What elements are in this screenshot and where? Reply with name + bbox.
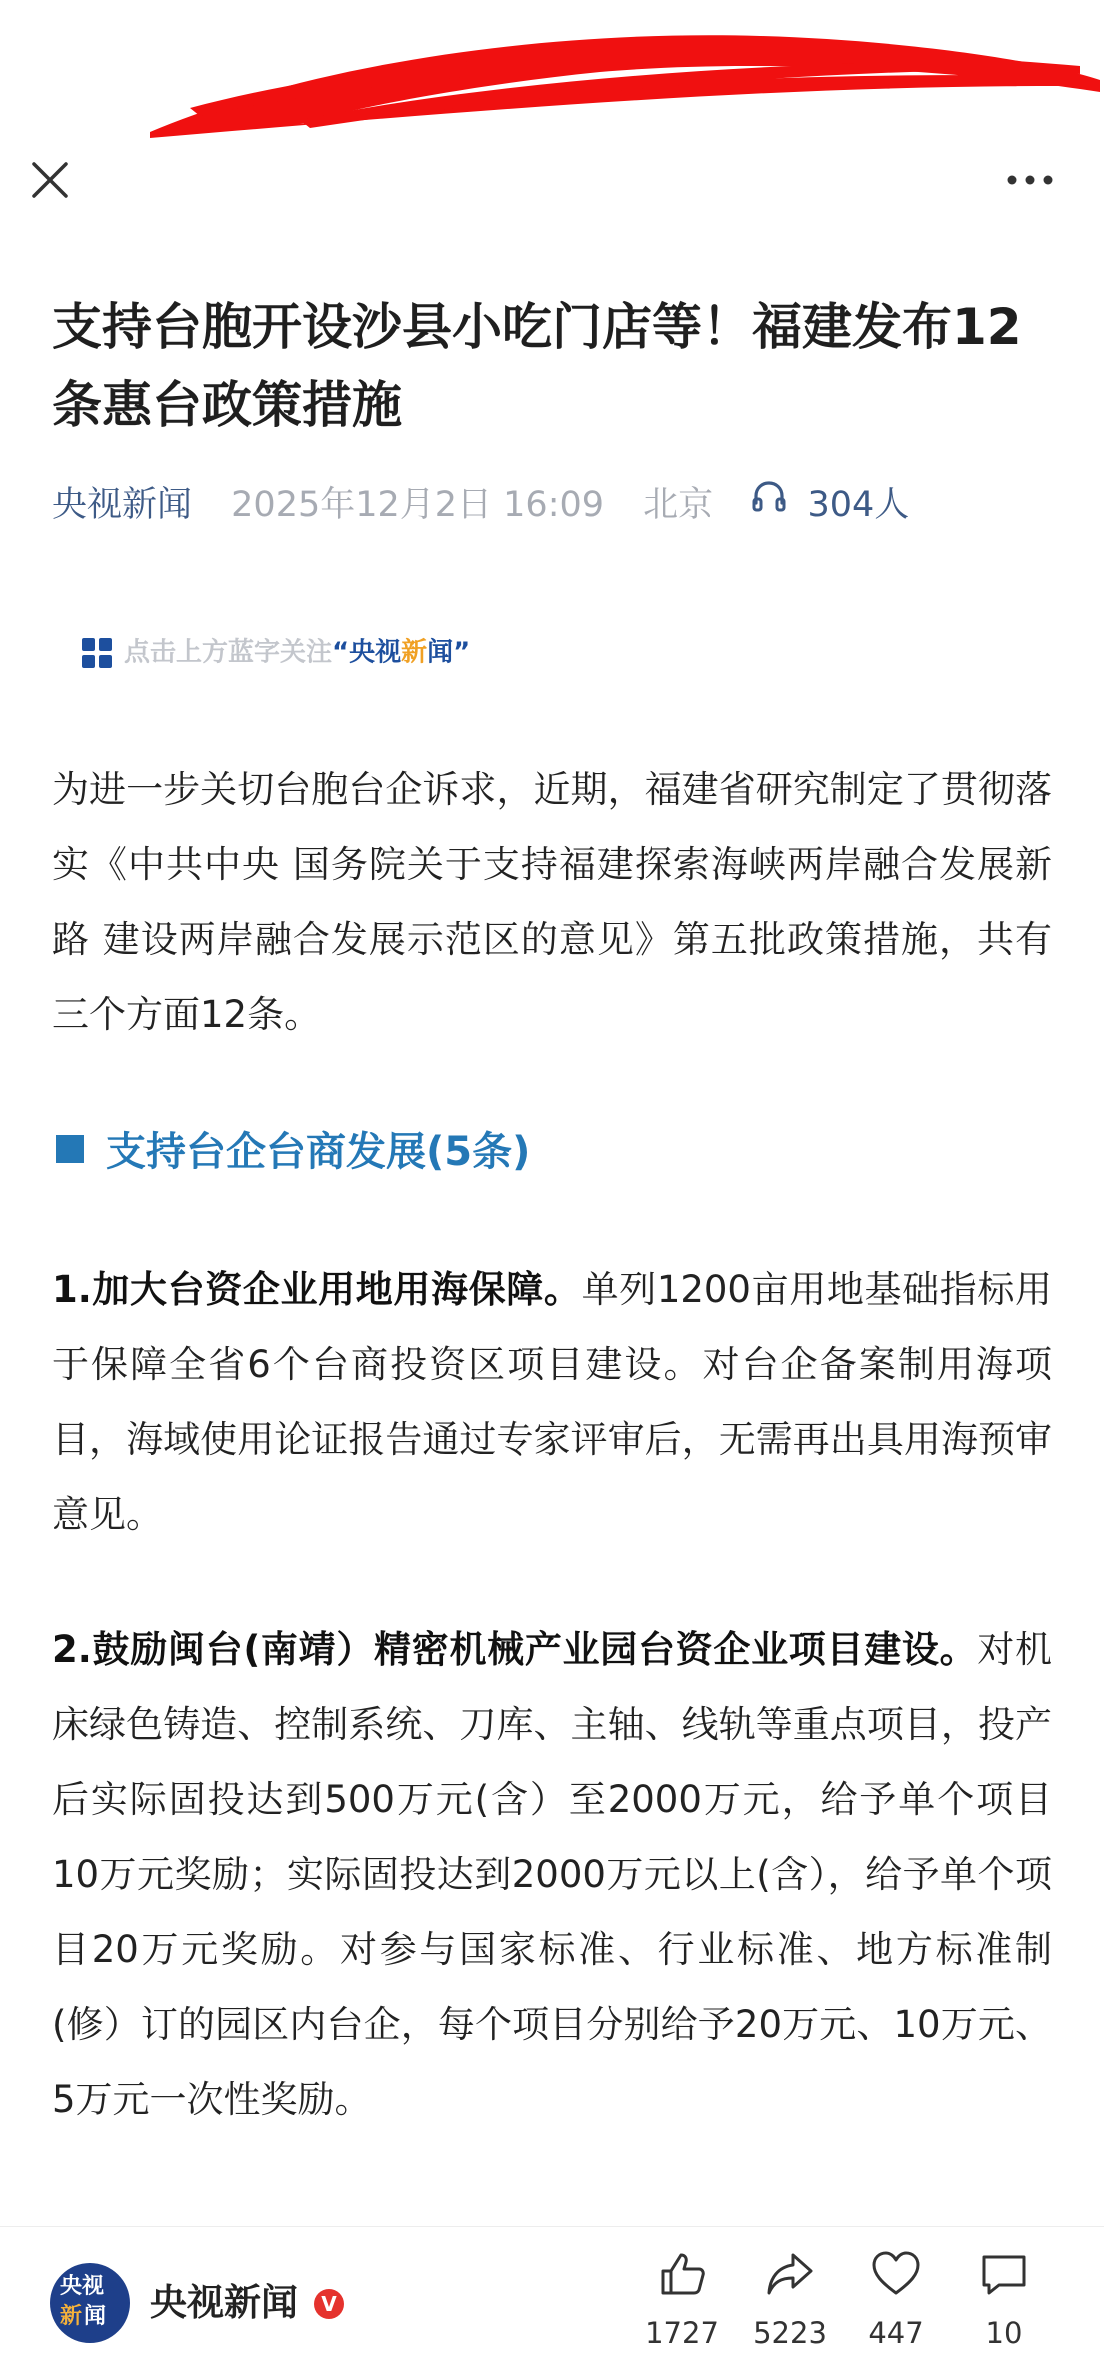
top-bar <box>0 150 1104 210</box>
follow-brand-b: 新 <box>401 637 428 668</box>
item-2-heading: 2.鼓励闽台(南靖）精密机械产业园台资企业项目建设。 <box>52 1628 978 1671</box>
section-marker-icon <box>56 1135 84 1163</box>
heart-icon <box>869 2247 923 2301</box>
item-1-body: 单列1200亩用地基础指标用于保障全省6个台商投资区项目建设。对台企备案制用海项目，海域使用论证报告通过专家评审后，无需再出具用海预审意见。 <box>52 1268 1052 1536</box>
follow-brand-c: 闻 <box>427 637 454 668</box>
follow-brand-a: 央视 <box>349 637 402 668</box>
follow-banner[interactable] <box>80 630 780 674</box>
follow-prefix: 点击上方蓝字关注 <box>124 637 333 668</box>
listener-count[interactable]: 304人 <box>807 485 910 525</box>
like-button[interactable] <box>632 2247 732 2367</box>
favorite-count: 447 <box>868 2316 924 2350</box>
avatar-text-c: 闻 <box>84 2304 107 2329</box>
share-icon <box>763 2247 817 2301</box>
share-button[interactable] <box>740 2247 840 2367</box>
avatar-text-a: 央视 <box>60 2274 105 2299</box>
comment-icon <box>977 2247 1031 2301</box>
like-count: 1727 <box>645 2316 719 2350</box>
article-title: 支持台胞开设沙县小吃门店等！福建发布12条惠台政策措施 <box>52 298 1022 434</box>
redaction-scribble <box>0 0 1104 160</box>
close-icon[interactable] <box>26 156 74 204</box>
follow-quote-open: “ <box>332 637 350 668</box>
avatar[interactable] <box>50 2263 130 2343</box>
item-2-paragraph <box>52 1612 1052 2137</box>
publish-datetime: 2025年12月2日 16:09 <box>231 485 605 525</box>
comment-button[interactable] <box>954 2247 1054 2367</box>
location: 北京 <box>643 485 714 525</box>
article-meta <box>52 476 1052 532</box>
share-count: 5223 <box>753 2316 827 2350</box>
item-1-heading: 1.加大台资企业用地用海保障。 <box>52 1268 582 1311</box>
comment-count: 10 <box>985 2316 1023 2350</box>
grid-logo-icon <box>80 636 114 670</box>
thumbs-up-icon <box>655 2247 709 2301</box>
avatar-text-b: 新 <box>60 2304 83 2329</box>
item-1-paragraph <box>52 1252 1052 1552</box>
follow-quote-close: ” <box>453 637 471 668</box>
verified-badge: V <box>314 2289 344 2319</box>
section-title: 支持台企台商发展(5条) <box>106 1129 531 1175</box>
account-name[interactable]: 央视新闻 <box>150 2281 298 2324</box>
bottom-action-bar <box>0 2226 1104 2377</box>
more-dots-icon[interactable] <box>1000 160 1060 200</box>
section-heading <box>56 1120 956 1180</box>
favorite-button[interactable] <box>846 2247 946 2367</box>
intro-paragraph: 为进一步关切台胞台企诉求，近期，福建省研究制定了贯彻落实《中共中央 国务院关于支持福建探索海峡两岸融合发展新路 建设两岸融合发展示范区的意见》第五批政策措施，共有三个方面12条。 <box>52 768 1052 1036</box>
item-2-body: 对机床绿色铸造、控制系统、刀库、主轴、线轨等重点项目，投产后实际固投达到500万元(含）至2000万元，给予单个项目10万元奖励；实际固投达到2000万元以上(含），给予单个项目20万元奖励。对参与国家标准、行业标准、地方标准制(修）订的园区内台企，每个项目分别给予20万元、10万元、5万元一次性奖励。 <box>52 1628 1052 2121</box>
source-link[interactable]: 央视新闻 <box>52 485 193 525</box>
headphones-icon[interactable] <box>750 477 788 515</box>
